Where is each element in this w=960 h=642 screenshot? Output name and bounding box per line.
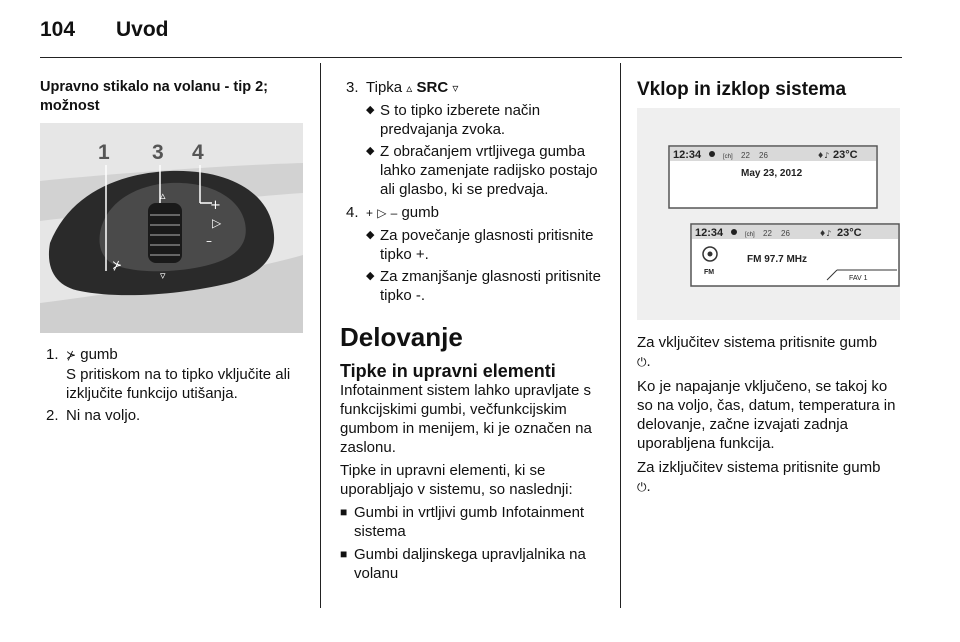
diamond-bullet-icon: ◆ <box>366 104 375 116</box>
svg-text:▷: ▷ <box>212 216 222 230</box>
src-label: SRC <box>416 79 449 96</box>
figure-label-4: 4 <box>192 141 204 164</box>
list-item <box>340 78 608 199</box>
svg-text:♦♪: ♦♪ <box>817 151 830 160</box>
item-number: 2. <box>46 407 59 424</box>
screen2-temp-in-right: 26 <box>781 229 790 238</box>
power-icon: ⏻ <box>637 355 647 369</box>
screen1-temp-in-right: 26 <box>759 151 768 160</box>
screen2-temp-in-left: 22 <box>763 229 772 238</box>
paragraph: Ko je napajanje vključeno, se takoj ko so na voljo, čas, datum, temperatura in delovanje, začne izvajati zadnja uporabljena funkcija. <box>637 378 896 452</box>
header-divider <box>40 57 902 58</box>
screen1-time: 12:34 <box>673 149 702 161</box>
svg-text:▿: ▿ <box>160 269 166 282</box>
play-icon: ▷ <box>377 206 387 220</box>
minus-icon: – <box>390 206 398 220</box>
bullet-text: Z obračanjem vrtljivega gumba lahko zamenjate radijsko postajo ali glasbo, ki se predvaja. <box>380 143 598 198</box>
screen2-fav: FAV 1 <box>849 275 868 282</box>
section-title: Delovanje <box>340 322 463 352</box>
screen1-date: May 23, 2012 <box>741 168 803 179</box>
diamond-bullet-icon: ◆ <box>366 229 375 241</box>
figure-label-1: 1 <box>98 141 110 164</box>
page-header <box>40 18 920 48</box>
list-item <box>340 545 608 583</box>
bullet-text: S to tipko izberete način predvajanja zvoka. <box>380 102 541 138</box>
screen1-temp-out: 23°C <box>833 149 858 161</box>
list-item <box>40 345 305 403</box>
bullet-text: Za zmanjšanje glasnosti pritisnite tipko -. <box>380 268 601 304</box>
svg-text:▵: ▵ <box>160 189 166 202</box>
list-item <box>340 503 608 541</box>
list-item <box>366 142 608 199</box>
steering-wheel-controls-figure <box>40 123 303 333</box>
power-icon: ⏻ <box>637 480 647 494</box>
mute-icon: ⊁ <box>66 348 77 362</box>
steering-wheel-illustration <box>40 123 303 333</box>
column-steering-controls <box>40 78 305 116</box>
plus-icon: + <box>366 206 374 220</box>
up-arrow-icon: ▵ <box>406 81 413 95</box>
column-power <box>637 78 907 102</box>
paragraph: Infotainment sistem lahko upravljate s funkcijskimi gumbi, večfunkcijskim gumbom in menijem, ki je označen na zaslonu. <box>340 382 592 456</box>
screen2-station: FM 97.7 MHz <box>747 254 808 265</box>
list-item <box>366 101 608 139</box>
period: . <box>646 478 651 495</box>
page-number: 104 <box>40 18 76 41</box>
diamond-bullet-icon: ◆ <box>366 145 375 157</box>
section-heading-steering-switch: Upravno stikalo na volanu - tip 2; možnost <box>40 79 269 114</box>
display-screens-figure <box>637 108 900 320</box>
paragraph-text: Za izključitev sistema pritisnite gumb <box>637 459 881 476</box>
item-number: 3. <box>346 79 359 96</box>
list-item <box>40 406 305 425</box>
svg-text:+: + <box>210 198 221 213</box>
column-divider-1 <box>320 63 321 608</box>
column-operation <box>340 78 608 583</box>
list-item <box>340 203 608 305</box>
item-label: Tipka <box>366 79 403 96</box>
svg-text:–: – <box>206 234 212 248</box>
screen2-time: 12:34 <box>695 227 724 239</box>
page-title: Uvod <box>116 18 169 41</box>
item-text: S pritiskom na to tipko vključite ali izključite funkcijo utišanja. <box>66 366 291 402</box>
section-heading-power: Vklop in izklop sistema <box>637 79 847 100</box>
screen2-band: FM <box>704 269 715 276</box>
diamond-bullet-icon: ◆ <box>366 270 375 282</box>
list-item <box>366 226 608 264</box>
paragraph <box>637 458 907 497</box>
item-number: 4. <box>346 204 359 221</box>
item-number: 1. <box>46 346 59 363</box>
svg-text:♦♪: ♦♪ <box>819 229 832 238</box>
period: . <box>646 353 651 370</box>
paragraph: Tipke in upravni elementi, ki se uporabljajo v sistemu, so naslednji: <box>340 462 573 498</box>
item-label: gumb <box>401 204 439 221</box>
paragraph <box>637 333 907 372</box>
subsection-title: Tipke in upravni elementi <box>340 361 556 381</box>
display-illustration <box>637 108 900 320</box>
paragraph-text: Za vključitev sistema pritisnite gumb <box>637 334 878 351</box>
power-instructions <box>637 333 907 497</box>
list-item <box>366 267 608 305</box>
screen2-temp-out: 23°C <box>837 227 862 239</box>
down-arrow-icon: ▿ <box>452 81 459 95</box>
bullet-text: Za povečanje glasnosti pritisnite tipko +. <box>380 227 594 263</box>
figure-label-3: 3 <box>152 141 164 164</box>
square-bullet-icon: ■ <box>340 547 348 561</box>
square-bullet-icon: ■ <box>340 505 348 519</box>
screen1-channel: [ch] <box>723 154 733 160</box>
screen1-temp-in-left: 22 <box>741 151 750 160</box>
bullet-text: Gumbi daljinskega upravljalnika na volanu <box>354 546 586 582</box>
steering-items-list <box>40 345 305 425</box>
svg-text:⊁: ⊁ <box>112 258 123 272</box>
item-text: Ni na voljo. <box>66 407 141 424</box>
column-divider-2 <box>620 63 621 608</box>
bullet-text: Gumbi in vrtljivi gumb Infotainment sistema <box>354 504 585 540</box>
screen2-channel: [ch] <box>745 232 755 238</box>
item-label: gumb <box>80 346 118 363</box>
